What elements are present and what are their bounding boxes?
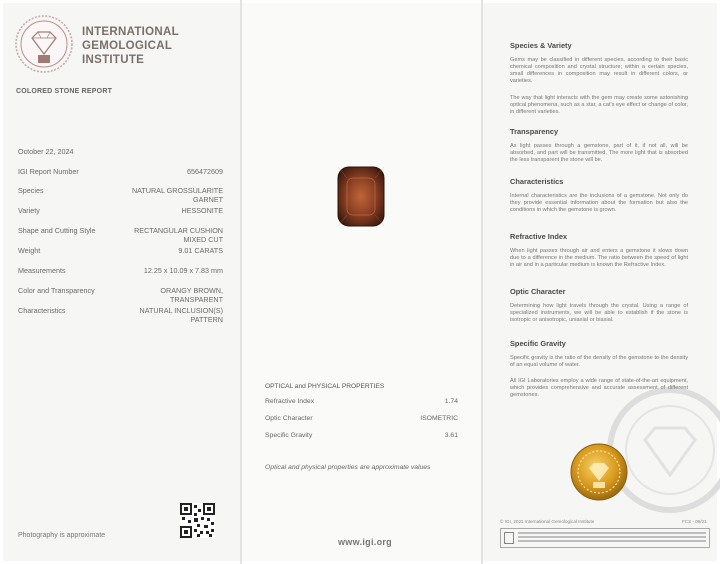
optical-label: Refractive Index: [265, 398, 315, 405]
disclaimer-fine-print: [518, 532, 706, 544]
species-text: Gems may be classified in different species, according to their basic chemical composition and crystal structure; within a certain species, small differences in composition may result in different colors, or varieties.: [510, 57, 688, 84]
optic-character-text: Determining how light travels through the crystal. Using a range of specialized instruments, we will be able to establish if the stone is isotropic or anisotropic, uniaxial or biaxial.: [510, 303, 688, 323]
institute-name-line: GEMOLOGICAL: [82, 40, 173, 52]
row-value: 656472609: [187, 167, 223, 176]
characteristics-heading: Characteristics: [510, 177, 564, 186]
refractive-index-heading: Refractive Index: [510, 232, 568, 241]
disclaimer-box: [500, 528, 710, 548]
document-icon: [504, 532, 514, 544]
row-value: 12.25 x 10.09 x 7.83 mm: [143, 266, 223, 275]
row-value: 9.01 CARATS: [178, 246, 223, 255]
row-label: Measurements: [18, 266, 66, 275]
optical-properties-title: OPTICAL and PHYSICAL PROPERTIES: [265, 383, 385, 390]
date-value: October 22, 2024: [18, 147, 74, 156]
optical-value: 1.74: [444, 398, 458, 405]
qr-code-icon[interactable]: [180, 503, 215, 538]
specific-gravity-text: All IGI Laboratories employ a wide range of state-of-the-art equipment, which provides comprehensive and accurate assessment of different gemstones.: [510, 378, 688, 398]
fold-line: [240, 0, 242, 564]
optic-character-heading: Optic Character: [510, 287, 566, 296]
row-label: Shape and Cutting Style: [18, 226, 96, 235]
institute-name-line: INTERNATIONAL: [82, 26, 179, 38]
optical-label: Optic Character: [265, 415, 313, 422]
species-heading: Species & Variety: [510, 41, 572, 50]
transparency-text: As light passes through a gemstone, part of it, if not all, will be absorbed, and part will be transmitted. The more light that is absorbed the less transparent the stone will be.: [510, 143, 688, 163]
row-value: RECTANGULAR CUSHION MIXED CUT: [134, 226, 223, 244]
copyright-text: © IGI, 2021 International Gemological Institute: [500, 519, 595, 524]
website-link[interactable]: www.igi.org: [338, 537, 392, 547]
form-code: FCS - 08/21: [682, 519, 707, 524]
row-value: HESSONITE: [181, 206, 223, 215]
left-panel: [3, 3, 240, 561]
specific-gravity-text: Specific gravity is the ratio of the density of the gemstone to the density of an equal volume of water.: [510, 355, 688, 368]
fold-line: [481, 0, 483, 564]
characteristics-text: Internal characteristics are the inclusions of a gemstone. Not only do they provide essential information about the formation but also the conditions in which the gemstone is grown.: [510, 193, 688, 213]
row-label: Variety: [18, 206, 40, 215]
row-label: Species: [18, 186, 44, 195]
row-value: ORANGY BROWN, TRANSPARENT: [160, 286, 223, 304]
optical-value: ISOMETRIC: [420, 415, 458, 422]
specific-gravity-heading: Specific Gravity: [510, 339, 566, 348]
row-value: NATURAL GROSSULARITE GARNET: [131, 186, 223, 204]
row-label: Color and Transparency: [18, 286, 95, 295]
gold-hologram-seal-icon: [570, 443, 628, 501]
photography-note: Photography is approximate: [18, 532, 106, 539]
institute-name: [82, 25, 179, 67]
refractive-index-text: When light passes through air and enters a gemstone it slows down due to a difference in the medium. The ratio between the speed of light in air and in a particular medium is known the Refractive Index.: [510, 248, 688, 268]
optical-value: 3.61: [444, 432, 458, 439]
optical-label: Specific Gravity: [265, 432, 313, 439]
row-label: Characteristics: [18, 306, 66, 315]
report-title: COLORED STONE REPORT: [16, 88, 113, 95]
species-text: The way that light interacts with the gem may create some astonishing optical phenomena, such as a star, a cat's eye effect or change of color, in different varieties.: [510, 95, 688, 115]
igi-seal-logo-icon: [15, 15, 73, 73]
row-label: Weight: [18, 246, 41, 255]
transparency-heading: Transparency: [510, 127, 559, 136]
row-label: IGI Report Number: [18, 167, 79, 176]
optical-note: Optical and physical properties are approximate values: [265, 464, 431, 471]
middle-panel: [242, 3, 481, 561]
row-value: NATURAL INCLUSION(S) PATTERN: [139, 306, 223, 324]
gemstone-photo: [337, 166, 385, 227]
institute-name-line: INSTITUTE: [82, 54, 145, 66]
